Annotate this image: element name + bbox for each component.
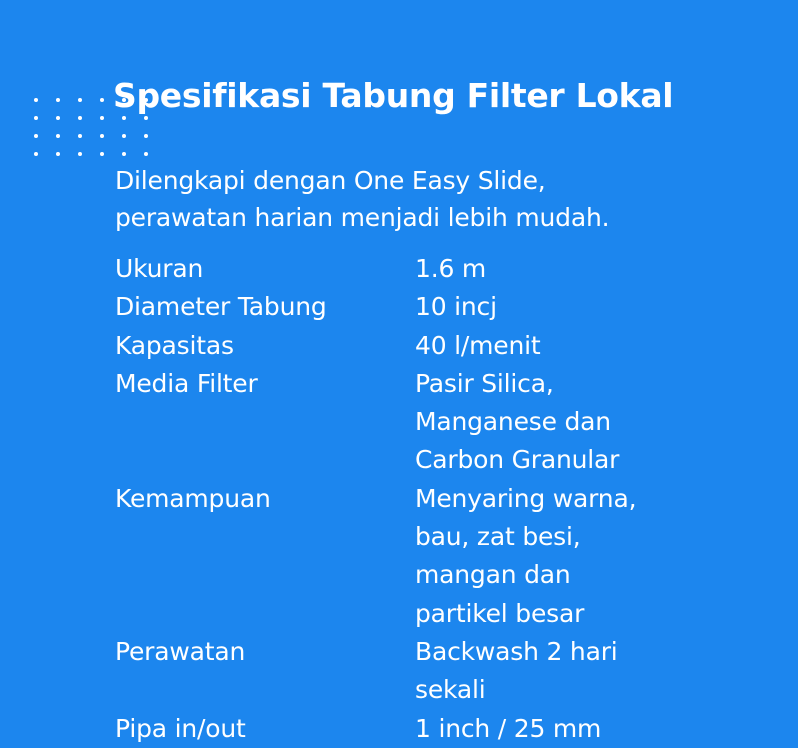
spec-row-perawatan <box>115 633 795 710</box>
spec-row-media-filter <box>115 365 795 480</box>
spec-label: Kapasitas <box>115 330 234 360</box>
spec-label: Media Filter <box>115 368 258 398</box>
intro-line: perawatan harian menjadi lebih mudah. <box>115 203 610 232</box>
spec-row-diameter-tabung <box>115 288 795 326</box>
spec-value-line: Carbon Granular <box>415 445 620 475</box>
dot <box>100 152 104 156</box>
spec-value-line: 1.6 m <box>415 254 487 283</box>
spec-label: Diameter Tabung <box>115 292 327 322</box>
spec-value <box>415 250 795 288</box>
dot <box>144 116 148 120</box>
dot <box>78 116 82 120</box>
dot <box>56 116 60 120</box>
spec-value-line: bau, zat besi, <box>415 522 581 552</box>
page-title: Spesifikasi Tabung Filter Lokal <box>113 76 674 115</box>
spec-value <box>415 480 795 633</box>
spec-value-line: 10 incj <box>415 292 497 322</box>
dot <box>56 134 60 138</box>
dot <box>100 98 104 102</box>
spec-value-line: sekali <box>415 675 486 705</box>
dot <box>34 98 38 102</box>
dot <box>34 152 38 156</box>
dot <box>34 116 38 120</box>
spec-value-line: 1 inch / 25 mm <box>415 713 602 743</box>
dot <box>122 116 126 120</box>
spec-value <box>415 288 795 326</box>
spec-label: Pipa in/out <box>115 713 246 743</box>
dot <box>100 116 104 120</box>
intro-line: Dilengkapi dengan One Easy Slide, <box>115 166 546 195</box>
dot <box>34 134 38 138</box>
dot <box>78 134 82 138</box>
spec-row-kemampuan <box>115 480 795 633</box>
spec-value-line: Backwash 2 hari <box>415 636 618 666</box>
dot <box>144 134 148 138</box>
spec-value <box>415 365 795 480</box>
dot <box>122 134 126 138</box>
dot <box>78 98 82 102</box>
spec-value-line: Menyaring warna, <box>415 483 637 513</box>
dot <box>122 152 126 156</box>
intro-text <box>115 162 609 236</box>
spec-row-kapasitas <box>115 327 795 365</box>
spec-label: Kemampuan <box>115 483 271 513</box>
spec-value <box>415 710 795 748</box>
dot <box>56 98 60 102</box>
dot <box>144 152 148 156</box>
spec-value <box>415 633 795 710</box>
spec-value <box>415 327 795 365</box>
dot <box>100 134 104 138</box>
spec-value-line: partikel besar <box>415 598 585 628</box>
spec-label: Ukuran <box>115 254 204 283</box>
dot <box>56 152 60 156</box>
spec-label: Perawatan <box>115 636 246 666</box>
dot <box>78 152 82 156</box>
spec-value-line: mangan dan <box>415 560 571 590</box>
spec-table <box>115 250 795 748</box>
spec-value-line: Manganese dan <box>415 407 611 437</box>
spec-row-pipa-in-out <box>115 710 795 748</box>
spec-value-line: 40 l/menit <box>415 330 541 360</box>
spec-row-ukuran <box>115 250 795 288</box>
spec-value-line: Pasir Silica, <box>415 368 554 398</box>
